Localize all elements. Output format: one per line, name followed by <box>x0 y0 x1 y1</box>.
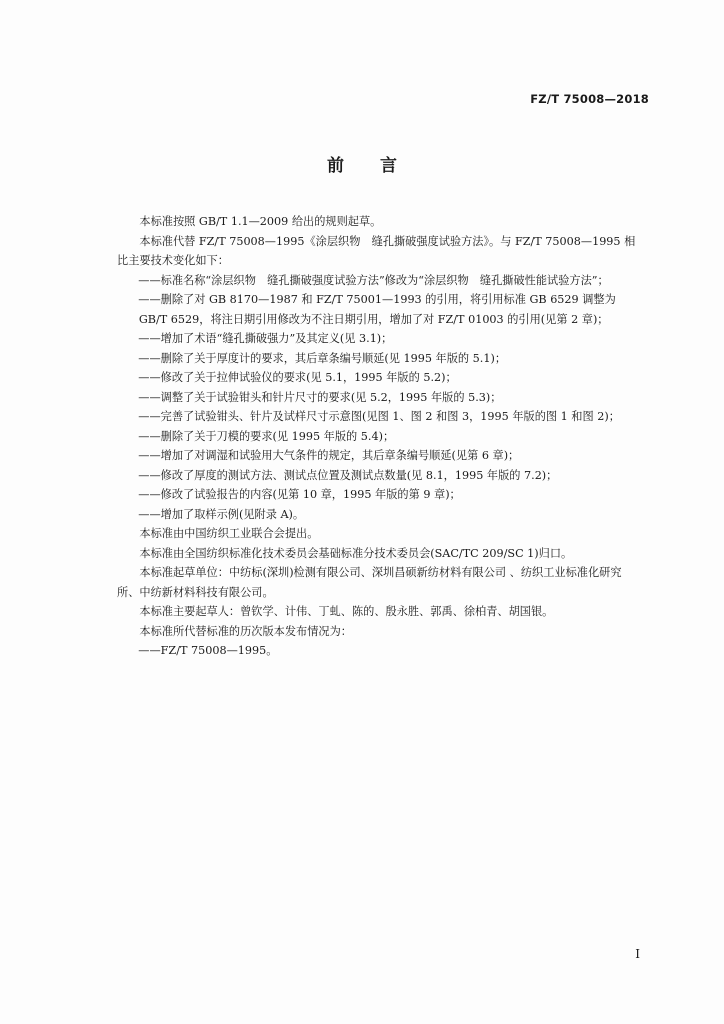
change-item: ——增加了取样示例(见附录 A)。 <box>138 507 305 521</box>
foreword-body <box>117 212 652 661</box>
paragraph-replacement-line1: 本标准代替 FZ/T 75008—1995《涂层织物 缝孔撕破强度试验方法》。与 FZ/T 75008—1995 相 <box>139 234 636 248</box>
paragraph-replacement-line2: 比主要技术变化如下： <box>117 254 229 267</box>
page-title: 前言 <box>327 156 433 176</box>
paragraph-proposer: 本标准由中国纺织工业联合会提出。 <box>139 527 319 540</box>
change-item: ——删除了对 GB 8170—1987 和 FZ/T 75001—1993 的引用，将引用标准 GB 6529 调整为 <box>138 293 616 306</box>
change-item: ——修改了关于拉伸试验仪的要求(见 5.1，1995 年版的 5.2)； <box>138 371 457 384</box>
standard-code: FZ/T 75008—2018 <box>530 92 649 106</box>
change-item: ——标准名称“涂层织物 缝孔撕破强度试验方法”修改为“涂层织物 缝孔撕破性能试验方法”； <box>138 273 609 287</box>
paragraph-drafting-units-line2: 所、中纺新材料科技有限公司。 <box>117 585 274 599</box>
change-item: ——完善了试验钳头、针片及试样尺寸示意图(见图 1、图 2 和图 3，1995 年版的图 1 和图 2)； <box>138 410 620 423</box>
paragraph-drafters: 本标准主要起草人：曾钦学、计伟、丁虬、陈的、殷永胜、郭禹、徐柏青、胡国银。 <box>139 605 554 618</box>
paragraph-drafting-rules: 本标准按照 GB/T 1.1—2009 给出的规则起草。 <box>139 215 382 228</box>
change-item: ——删除了关于厚度计的要求，其后章条编号顺延(见 1995 年版的 5.1)； <box>138 351 507 365</box>
change-item: ——增加了术语“缝孔撕破强力”及其定义(见 3.1)； <box>138 332 393 345</box>
change-item-continuation: GB/T 6529，将注日期引用修改为不注日期引用，增加了对 FZ/T 01003 的引用(见第 2 章)； <box>138 312 609 326</box>
change-item: ——修改了试验报告的内容(见第 10 章，1995 年版的第 9 章)； <box>138 488 461 501</box>
paragraph-drafting-units-line1: 本标准起草单位：中纺标(深圳)检测有限公司、深圳昌硕新纺材料有限公司 、纺织工业标准化研究 <box>139 566 622 579</box>
page-number: I <box>635 947 640 961</box>
change-item: ——删除了关于刀模的要求(见 1995 年版的 5.4)； <box>138 429 395 443</box>
paragraph-committee: 本标准由全国纺织标准化技术委员会基础标准分技术委员会(SAC/TC 209/SC 1)归口。 <box>139 546 573 560</box>
paragraph-history: 本标准所代替标准的历次版本发布情况为： <box>139 624 352 638</box>
history-item: ——FZ/T 75008—1995。 <box>138 644 278 657</box>
change-item: ——增加了对调湿和试验用大气条件的规定，其后章条编号顺延(见第 6 章)； <box>138 449 520 462</box>
change-item: ——修改了厚度的测试方法、测试点位置及测试点数量(见 8.1，1995 年版的 7.2)； <box>138 468 558 482</box>
change-item: ——调整了关于试验钳头和针片尺寸的要求(见 5.2，1995 年版的 5.3)； <box>138 390 502 404</box>
